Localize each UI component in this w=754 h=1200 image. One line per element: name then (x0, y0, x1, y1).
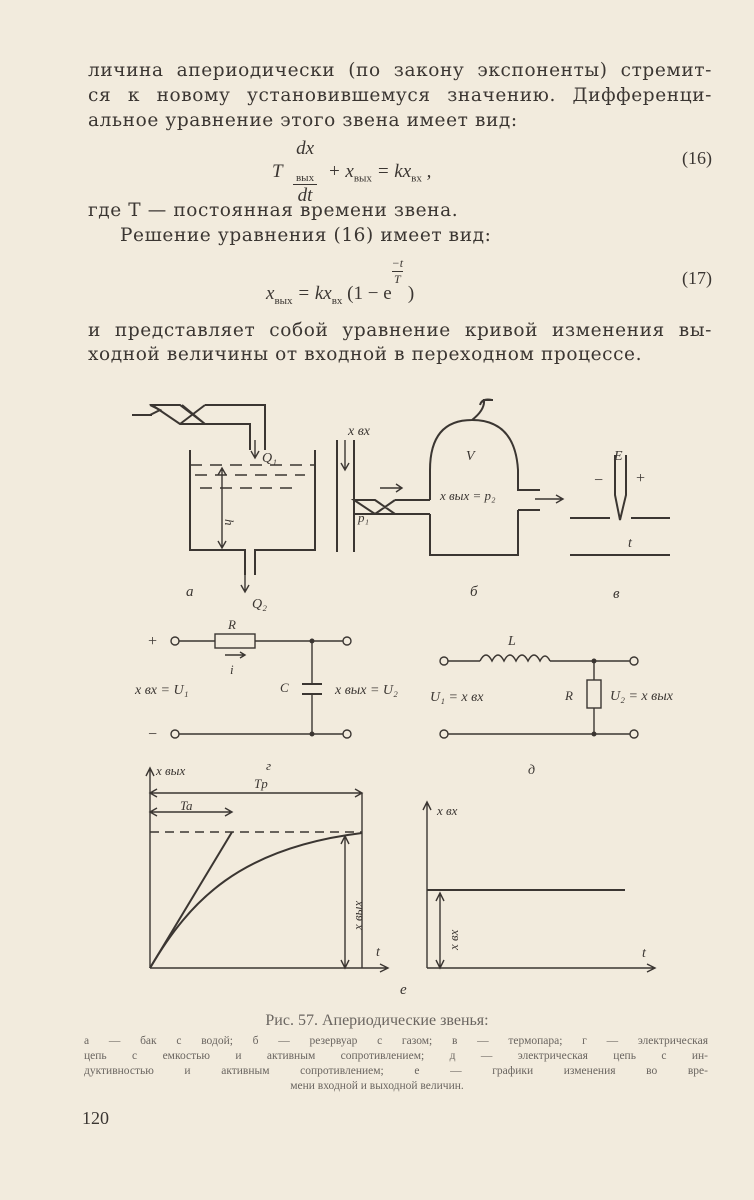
equation-number-17: (17) (682, 268, 712, 288)
svg-text:−: − (593, 472, 604, 489)
svg-text:i: i (230, 662, 234, 677)
svg-text:x вых: x вых (156, 763, 186, 778)
svg-text:б: б (470, 584, 478, 600)
figure-caption-line: цепь с емкостью и активным сопротивлением; д — электрическая цепь с ин- (84, 1050, 708, 1062)
svg-text:x вх = U₁: x вх = U₁ (135, 683, 189, 698)
figure-caption-line: а — бак с водой; б — резервуар с газом; в — термопара; г — электрическая (84, 1035, 708, 1047)
diagram-d-rl-circuit (430, 634, 674, 778)
page-number: 120 (82, 1108, 109, 1128)
svg-text:+: + (147, 633, 158, 650)
svg-text:Ta: Ta (180, 798, 193, 813)
svg-text:а: а (186, 584, 194, 600)
svg-text:+: + (635, 470, 646, 487)
svg-text:Tp: Tp (254, 776, 268, 791)
svg-text:−: − (147, 726, 158, 743)
body-text-line: ходной величины от входной в переходном процессе. (88, 344, 643, 365)
svg-text:p₁: p₁ (358, 510, 370, 525)
body-text-line: и представляет собой уравнение кривой изменения вы- (88, 320, 712, 341)
svg-text:V: V (466, 449, 475, 464)
svg-text:x вх: x вх (437, 803, 458, 818)
equation-17: $x_{вых} = kx_{вх}$ (1 − e $\frac{-t}{T}$ ) (266, 256, 415, 307)
svg-text:Q₂: Q₂ (252, 597, 267, 612)
diagram-g-rc-circuit (134, 617, 398, 773)
body-text-line: ся к новому установившемуся значению. Дифференци- (88, 85, 712, 106)
diagram-e-time-graphs (146, 763, 655, 998)
svg-text:t: t (642, 946, 646, 961)
body-text-line: где T — постоянная времени звена. (88, 200, 459, 221)
svg-text:в: в (613, 586, 620, 602)
figure-caption-title: Рис. 57. Апериодические звенья: (265, 1012, 489, 1029)
svg-text:x вых: x вых (350, 900, 365, 930)
svg-text:R: R (228, 617, 236, 632)
svg-text:U₂ = x вых: U₂ = x вых (610, 689, 673, 704)
svg-text:x вх: x вх (348, 424, 371, 439)
svg-text:x вых = U₂: x вых = U₂ (335, 683, 398, 698)
svg-text:x вх: x вх (446, 929, 461, 950)
diagram-b-gas-reservoir (337, 400, 563, 600)
svg-text:C: C (280, 680, 289, 695)
body-text-line: личина апериодически (по закону экспоненты) стремит- (88, 60, 712, 81)
svg-text:г: г (266, 758, 272, 773)
svg-text:L: L (508, 634, 516, 649)
body-text-line: альное уравнение этого звена имеет вид: (88, 110, 518, 131)
diagram-v-thermocouple (570, 449, 670, 602)
equation-16: T dx $_{вых}$ dt + $x_{вых} = kx_{вх}$ , (272, 138, 432, 206)
svg-text:Q₁: Q₁ (262, 451, 277, 466)
figure-caption-line: дуктивностью и активным сопротивлением; е — графики изменения во вре- (84, 1065, 708, 1077)
svg-text:е: е (400, 982, 407, 998)
figure-caption-line: мени входной и выходной величин. (290, 1080, 464, 1092)
diagram-a-water-tank (132, 405, 315, 612)
svg-text:R: R (565, 688, 573, 703)
svg-text:h: h (222, 519, 237, 526)
svg-text:E: E (614, 449, 623, 464)
svg-text:x вых = p₂: x вых = p₂ (440, 488, 496, 503)
svg-text:t: t (628, 536, 632, 551)
body-text-line: Решение уравнения (16) имеет вид: (120, 225, 492, 246)
svg-text:д: д (528, 763, 536, 778)
svg-text:t: t (376, 945, 380, 960)
svg-text:U₁ = x вх: U₁ = x вх (430, 690, 484, 705)
equation-number-16: (16) (682, 148, 712, 168)
